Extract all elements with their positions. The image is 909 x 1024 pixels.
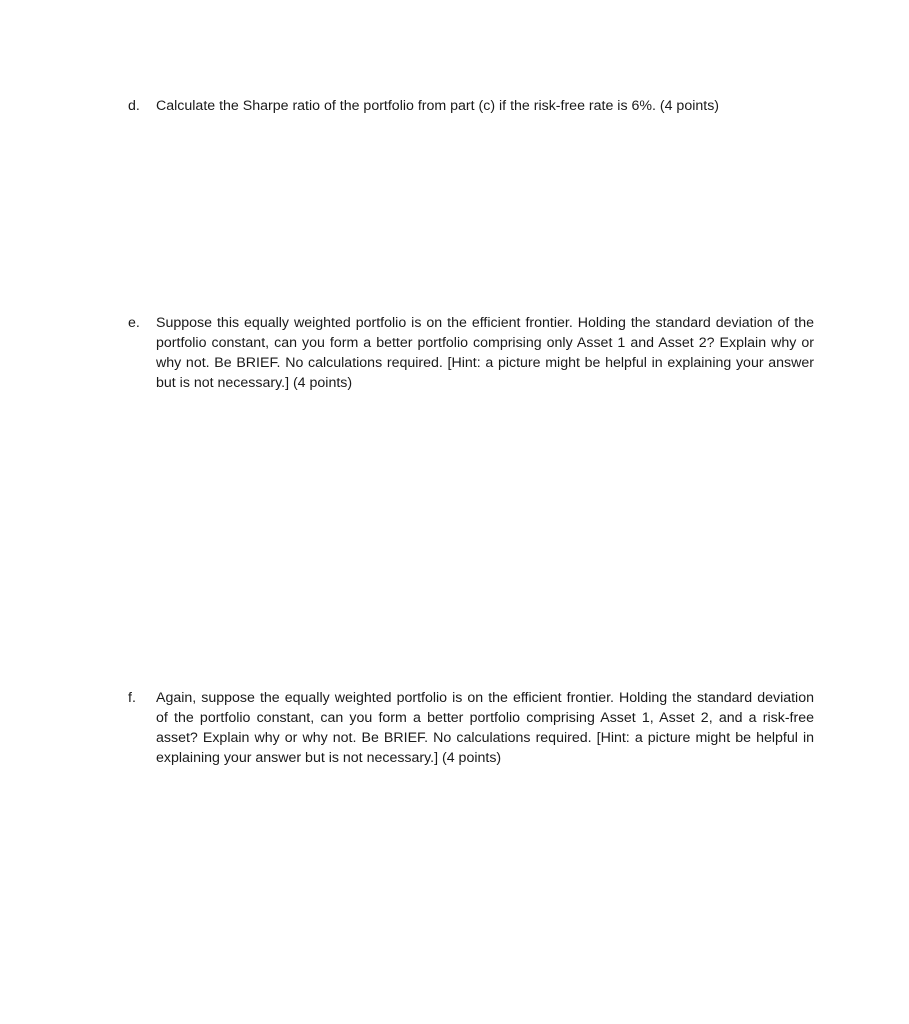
question-d-text: Calculate the Sharpe ratio of the portfolio from part (c) if the risk-free rate is 6%. (4 points) — [156, 98, 720, 114]
question-f-text: Again, suppose the equally weighted portfolio is on the efficient frontier. Holding the standard deviation of the portfolio constant, can you form a better portfolio comprising Asset 1, Asset 2, and a risk-free asset? Explain why or why not. Be BRIEF. No calculations required. [Hint: a picture might be helpful in explaining your answer but is not necessary.] (4 points) — [156, 690, 814, 766]
question-e-text: Suppose this equally weighted portfolio is on the efficient frontier. Holding the standard deviation of the portfolio constant, can you form a better portfolio comprising only Asset 1 and Asset 2? Explain why or why not. Be BRIEF. No calculations required. [Hint: a picture might be helpful in explaining your answer but is not necessary.] (4 points) — [156, 315, 814, 391]
question-f-letter: f. — [128, 690, 136, 706]
question-d-letter: d. — [128, 98, 140, 114]
question-e-letter: e. — [128, 315, 140, 331]
